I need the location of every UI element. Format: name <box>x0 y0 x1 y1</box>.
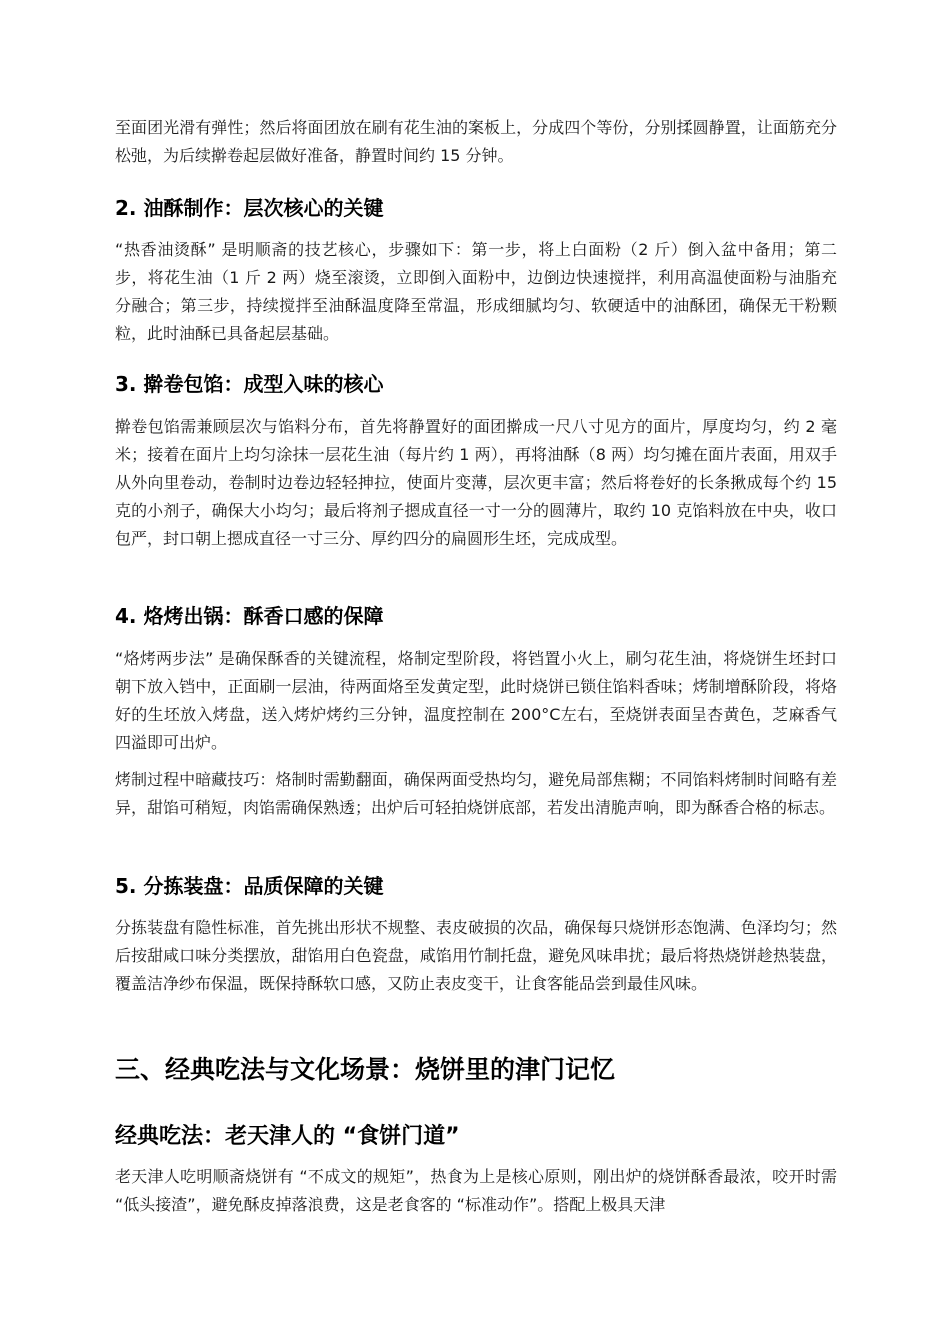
section-paragraph-plating: 分拣装盘有隐性标准，首先挑出形状不规整、表皮破损的次品，确保每只烧饼形态饱满、色泽均匀；然后按甜咸口味分类摆放，甜馅用白色瓷盘，咸馅用竹制托盘，避免风味串扰；最后将热烧饼趁热装盘，覆盖洁净纱布保温，既保持酥软口感，又防止表皮变干，让食客能品尝到最佳风味。 <box>115 918 837 993</box>
section-heading-baking: 4. 烙烤出锅：酥香口感的保障 <box>115 604 384 628</box>
section-heading-plating: 5. 分拣装盘：品质保障的关键 <box>115 874 384 898</box>
chapter-heading: 三、经典吃法与文化场景：烧饼里的津门记忆 <box>115 1055 616 1084</box>
section-paragraph-baking-2: 烤制过程中暗藏技巧：烙制时需勤翻面，确保两面受热均匀，避免局部焦糊；不同馅料烤制时间略有差异，甜馅可稍短，肉馅需确保熟透；出炉后可轻拍烧饼底部，若发出清脆声响，即为酥香合格的标志。 <box>115 770 837 817</box>
section-paragraph-rolling: 擀卷包馅需兼顾层次与馅料分布，首先将静置好的面团擀成一尺八寸见方的面片，厚度均匀，约 2 毫米；接着在面片上均匀涂抹一层花生油（每片约 1 两），再将油酥（8 两）均匀摊在面片表面，用双手从外向里卷动，卷制时边卷边轻轻抻拉，使面片变薄，层次更丰富；然后将卷好的长条揪成每个约 15 克的小剂子，确保大小均匀；最后将剂子摁成直径一寸一分的圆薄片，取约 10 克馅料放在中央，收口包严，封口朝上摁成直径一寸三分、厚约四分的扁圆形生坯，完成成型。 <box>115 417 837 548</box>
subheading-classic-eating: 经典吃法：老天津人的 “食饼门道” <box>115 1124 460 1149</box>
section-heading-rolling: 3. 擀卷包馅：成型入味的核心 <box>115 372 384 396</box>
section-heading-oil-pastry: 2. 油酥制作：层次核心的关键 <box>115 196 384 220</box>
closing-paragraph: 老天津人吃明顺斋烧饼有 “不成文的规矩”，热食为上是核心原则，刚出炉的烧饼酥香最浓，咬开时需 “低头接渣”，避免酥皮掉落浪费，这是老食客的 “标准动作”。搭配上极具天津 <box>115 1167 837 1214</box>
section-paragraph-oil-pastry: “热香油烫酥” 是明顺斋的技艺核心，步骤如下：第一步，将上白面粉（2 斤）倒入盆中备用；第二步，将花生油（1 斤 2 两）烧至滚烫，立即倒入面粉中，边倒边快速搅拌，利用高温使面粉与油脂充分融合；第三步，持续搅拌至油酥温度降至常温，形成细腻均匀、软硬适中的油酥团，确保无干粉颗粒，此时油酥已具备起层基础。 <box>115 240 837 343</box>
intro-paragraph-tail: 至面团光滑有弹性；然后将面团放在刷有花生油的案板上，分成四个等份，分别揉圆静置，让面筋充分松弛，为后续擀卷起层做好准备，静置时间约 15 分钟。 <box>115 118 837 165</box>
section-paragraph-baking-1: “烙烤两步法” 是确保酥香的关键流程，烙制定型阶段，将铛置小火上，刷匀花生油，将烧饼生坯封口朝下放入铛中，正面刷一层油，待两面烙至发黄定型，此时烧饼已锁住馅料香味；烤制增酥阶段，将烙好的生坯放入烤盘，送入烤炉烤约三分钟，温度控制在 200°C左右，至烧饼表面呈杏黄色，芝麻香气四溢即可出炉。 <box>115 649 837 752</box>
